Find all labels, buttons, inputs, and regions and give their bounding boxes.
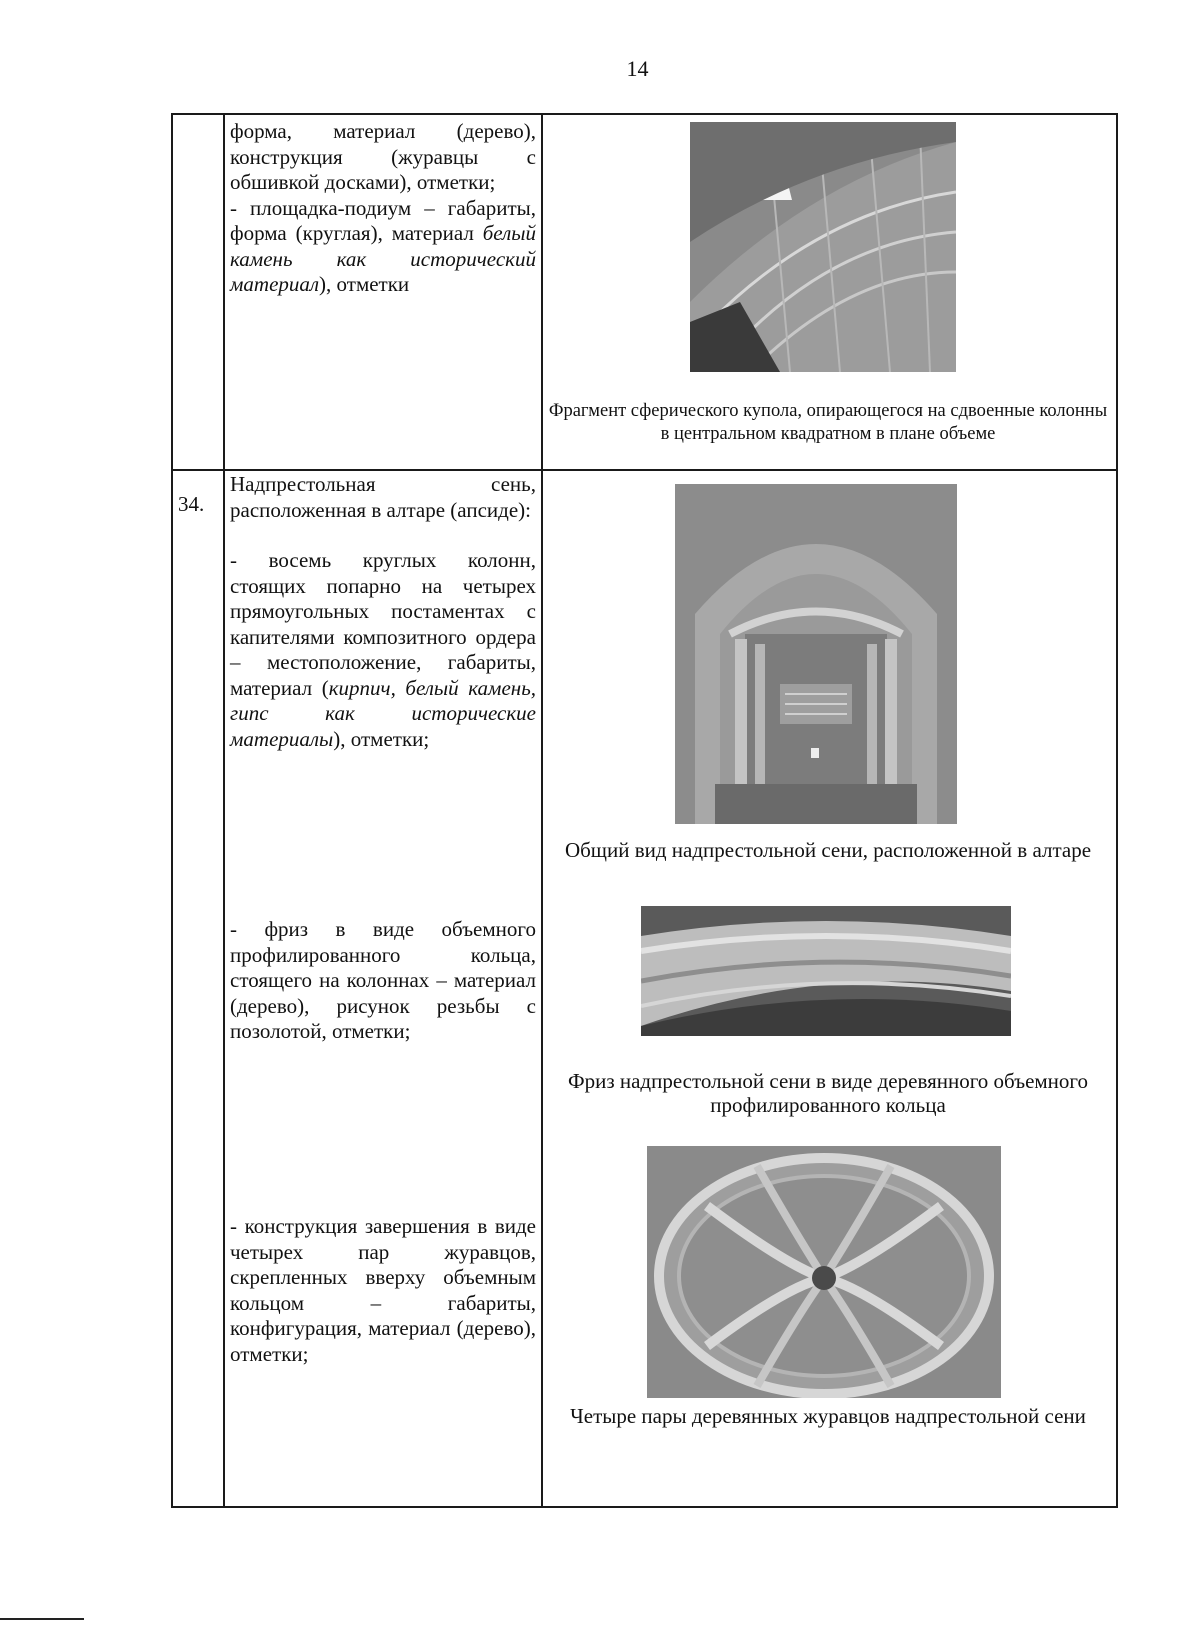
- table-left-border: [171, 113, 173, 1508]
- item-columns-b: кирпич, белый камень, гипс как исторические материалы: [230, 675, 536, 751]
- spherical-dome-caption: Фрагмент сферического купола, опирающегося на сдвоенные колонны в центральном квадратном в плане объеме: [548, 401, 1108, 444]
- row-34-item-frieze: - фриз в виде объемного профилированного кольца, стоящего на колоннах – материал (дерево), рисунок резьбы с позолотой, отметки;: [230, 917, 536, 1043]
- page-number: 14: [626, 56, 649, 81]
- table-bottom-border: [171, 1506, 1118, 1508]
- table-top-border: [171, 113, 1118, 115]
- footnote-rule: [0, 1618, 84, 1620]
- item-columns-a: - восемь круглых колонн, стоящих попарно на четырех прямоугольных постаментах с капителями композитного ордера – местоположение, габариты, материал (: [230, 548, 536, 700]
- column-divider-2: [541, 113, 543, 1508]
- spherical-dome-photo: [690, 122, 956, 372]
- prev-row-description: [230, 119, 536, 298]
- prev-row-text-1: форма, материал (дерево), конструкция (журавцы с обшивкой досками), отметки;: [230, 119, 536, 194]
- column-divider-1: [223, 113, 225, 1508]
- canopy-general-view-photo: [675, 484, 957, 824]
- item-columns-c: ), отметки;: [333, 726, 430, 751]
- frieze-ring-caption: Фриз надпрестольной сени в виде деревянного объемного профилированного кольца: [567, 1069, 1089, 1117]
- row-number: 34.: [178, 492, 205, 516]
- prev-row-text-2b: белый камень как исторический материал: [230, 221, 536, 296]
- table-right-border: [1116, 113, 1118, 1508]
- prev-row-text-2a: - площадка-подиум – габариты, форма (круглая), материал: [230, 195, 536, 245]
- canopy-general-view-caption: Общий вид надпрестольной сени, расположенной в алтаре: [564, 838, 1092, 862]
- wooden-cranes-caption: Четыре пары деревянных журавцов надпрестольной сени: [570, 1404, 1086, 1428]
- prev-row-text-2: [230, 196, 536, 298]
- row-34-intro: Надпрестольная сень, расположенная в алтаре (апсиде):: [230, 472, 536, 522]
- wooden-cranes-ring-photo: [647, 1146, 1001, 1398]
- prev-row-text-2c: ), отметки: [319, 272, 410, 296]
- row-34-description: [230, 472, 536, 752]
- row-divider: [171, 469, 1118, 471]
- row-34-item-cranes: - конструкция завершения в виде четырех пар журавцов, скрепленных вверху объемным кольцом – габариты, конфигурация, материал (дерево), отметки;: [230, 1214, 536, 1366]
- frieze-ring-photo: [641, 906, 1011, 1036]
- row-34-item-columns: [230, 548, 536, 752]
